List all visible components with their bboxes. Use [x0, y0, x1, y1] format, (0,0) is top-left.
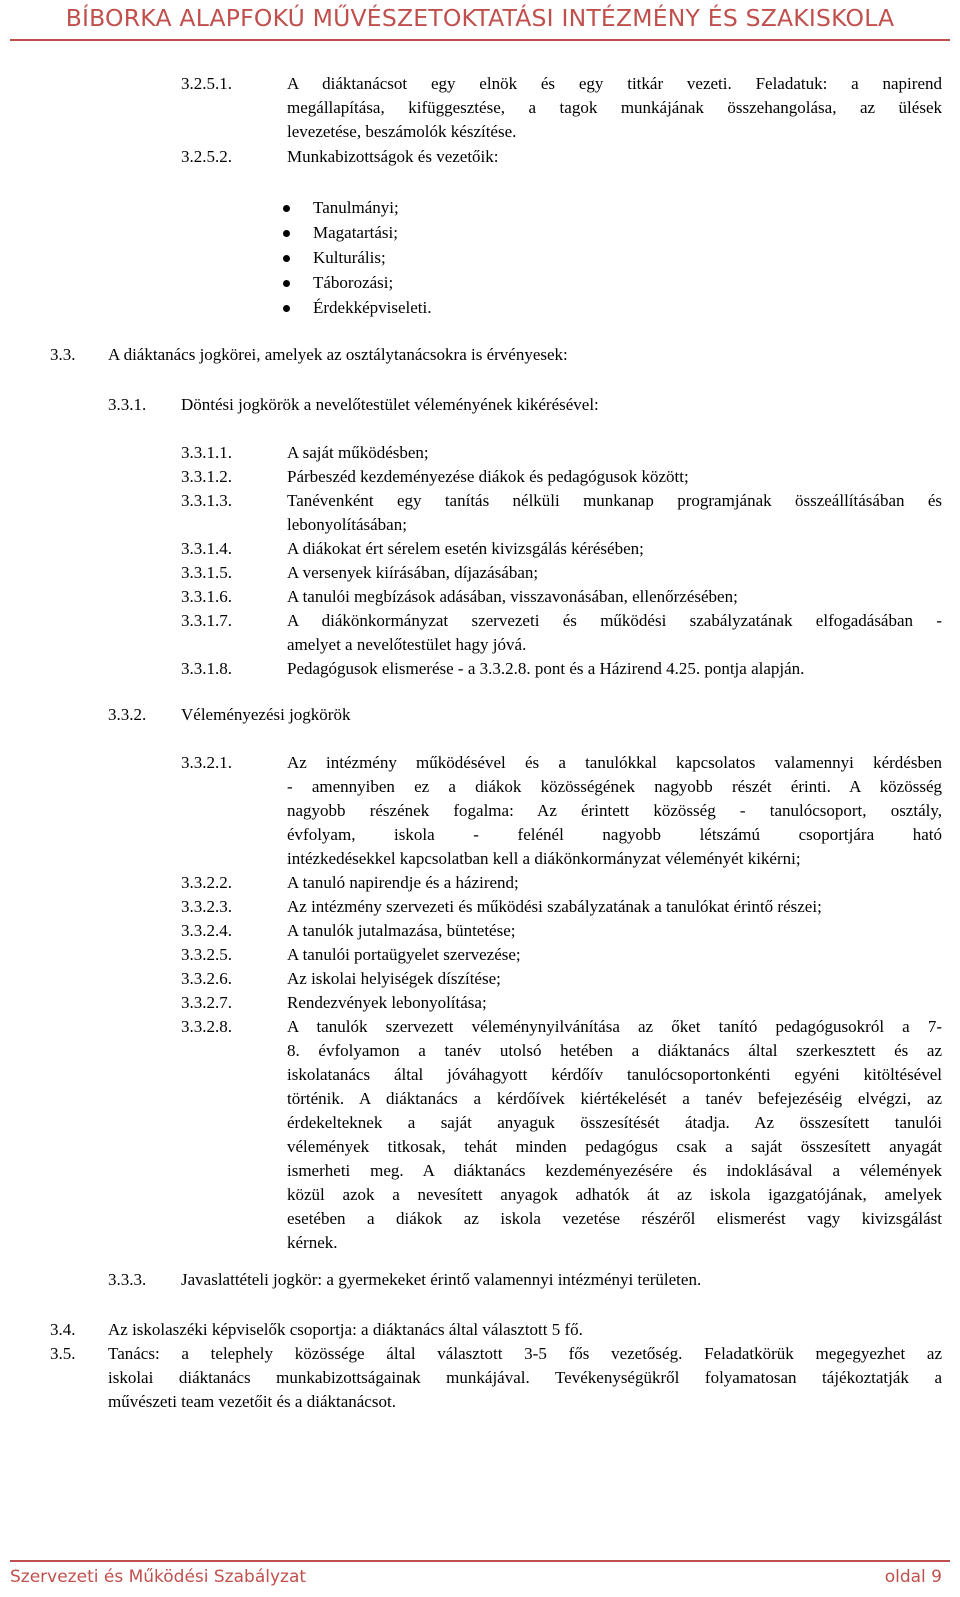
section-3-3-2-7-number: 3.3.2.7. — [181, 993, 232, 1012]
section-3-3-1-4-number: 3.3.1.4. — [181, 539, 232, 558]
committee-name: Érdekképviseleti. — [313, 298, 432, 317]
section-3-5-text-line: iskolai diáktanács munkabizottságainak munkájával. Tevékenységükről folyamatosan tájékoztatják a — [108, 1368, 942, 1387]
section-3-3-2-1-number: 3.3.2.1. — [181, 753, 232, 772]
section-3-3-1-5 — [181, 561, 942, 585]
section-3-3-1-3-text-line: Tanévenként egy tanítás nélküli munkanap programjának összeállításában és — [287, 491, 942, 510]
section-3-3-2-8-text-line: ismerheti meg. A diáktanács kezdeményezésére és indoklásával a vélemények — [287, 1161, 942, 1180]
section-3-3-2-4-number: 3.3.2.4. — [181, 921, 232, 940]
section-3-3-2-3-number: 3.3.2.3. — [181, 897, 232, 916]
page-footer — [0, 1560, 960, 1597]
section-3-3-1-7 — [181, 609, 942, 657]
section-3-2-5-1-text-line: A diáktanácsot egy elnök és egy titkár vezeti. Feladatuk: a napirend — [287, 74, 942, 93]
section-3-3-2-8-text-line: érdekelteknek a saját anyaguk összesítését átadja. Az összesített tanulói — [287, 1113, 942, 1132]
section-3-3-number: 3.3. — [50, 345, 76, 364]
section-3-3-2-8 — [181, 1015, 942, 1255]
section-3-3-2-number: 3.3.2. — [108, 705, 147, 724]
section-3-3-1-2-text-line: Párbeszéd kezdeményezése diákok és pedagógusok között; — [287, 467, 689, 486]
section-3-3-3 — [108, 1268, 941, 1292]
section-3-3-2-8-text-line: iskolatanács által jóváhagyott kérdőív tanulócsoportonkénti egyéni kitöltésével — [287, 1065, 942, 1084]
section-3-4 — [50, 1318, 942, 1342]
section-3-3-1-8-text-line: Pedagógusok elismerése - a 3.3.2.8. pont és a Házirend 4.25. pontja alapján. — [287, 659, 805, 678]
section-3-3-2-3-text-line: Az intézmény szervezeti és működési szabályzatának a tanulókat érintő részei; — [287, 897, 822, 916]
section-3-3 — [50, 343, 938, 367]
section-3-3-1-7-text-line: A diákönkormányzat szervezeti és működési szabályzatának elfogadásában - — [287, 611, 942, 630]
page-number: oldal 9 — [884, 1567, 942, 1587]
section-3-3-2-4-text-line: A tanulók jutalmazása, büntetése; — [287, 921, 516, 940]
section-3-5 — [50, 1342, 942, 1414]
section-3-3-2-2-number: 3.3.2.2. — [181, 873, 232, 892]
section-3-3-2-1-text-line: Az intézmény működésével és a tanulókkal kapcsolatos valamennyi kérdésben — [287, 753, 942, 772]
section-3-3-1-text-line: Döntési jogkörök a nevelőtestület véleményének kikérésével: — [181, 395, 599, 414]
section-3-3-2-1-text-line: nagyobb részének fogalma: Az érintett közösség - tanulócsoport, osztály, — [287, 801, 942, 820]
section-3-3-1 — [108, 393, 941, 417]
document-title-footer: Szervezeti és Működési Szabályzat — [10, 1567, 307, 1587]
section-3-3-3-number: 3.3.3. — [108, 1270, 147, 1289]
section-3-3-2-2-text-line: A tanuló napirendje és a házirend; — [287, 873, 519, 892]
bullet-icon — [283, 305, 290, 312]
section-3-3-1-6-number: 3.3.1.6. — [181, 587, 232, 606]
committee-name: Tanulmányi; — [313, 198, 399, 217]
section-3-3-2-8-text-line: történik. A diáktanács a kérdőívek kiértékelését a tanév befejezéséig elvégzi, az — [287, 1089, 942, 1108]
section-3-3-1-4-text-line: A diákokat ért sérelem esetén kivizsgálás kérésében; — [287, 539, 644, 558]
section-3-3-2-3 — [181, 895, 942, 919]
section-3-3-1-1 — [181, 441, 942, 465]
section-3-3-2-2 — [181, 871, 942, 895]
section-3-3-2-1-text-line: évfolyam, iskola - felénél nagyobb létszámú csoportjára ható — [287, 825, 942, 844]
section-3-3-1-8 — [181, 657, 942, 681]
section-3-2-5-1 — [181, 72, 942, 144]
section-3-3-1-3-text-line: lebonyolításában; — [287, 515, 407, 534]
bullet-icon — [283, 205, 290, 212]
section-3-3-1-2-number: 3.3.1.2. — [181, 467, 232, 486]
section-3-3-2-8-text-line: esetében a diákok az iskola vezetése részéről elismerést vagy kivizsgálást — [287, 1209, 942, 1228]
section-3-3-1-7-number: 3.3.1.7. — [181, 611, 232, 630]
section-3-3-2-5-text-line: A tanulói portaügyelet szervezése; — [287, 945, 521, 964]
section-3-3-2-6-number: 3.3.2.6. — [181, 969, 232, 988]
section-3-5-text-line: Tanács: a telephely közössége által választott 3-5 fős vezetőség. Feladatkörük megegyezhet az — [108, 1344, 942, 1363]
section-3-3-text-line: A diáktanács jogkörei, amelyek az osztálytanácsokra is érvényesek: — [108, 345, 568, 364]
section-3-3-2-8-number: 3.3.2.8. — [181, 1017, 232, 1036]
section-3-4-text-line: Az iskolaszéki képviselők csoportja: a diáktanács által választott 5 fő. — [108, 1320, 583, 1339]
section-3-3-1-3 — [181, 489, 942, 537]
section-3-5-text-line: művészeti team vezetőit és a diáktanácsot. — [108, 1392, 396, 1411]
section-3-3-2 — [108, 703, 941, 727]
section-3-2-5-2-text-line: Munkabizottságok és vezetőik: — [287, 147, 499, 166]
footer-divider — [10, 1560, 950, 1562]
committee-name: Kulturális; — [313, 248, 386, 267]
section-3-2-5-1-number: 3.2.5.1. — [181, 74, 232, 93]
section-3-3-1-6-text-line: A tanulói megbízások adásában, visszavonásában, ellenőrzésében; — [287, 587, 738, 606]
section-3-3-2-7 — [181, 991, 942, 1015]
section-3-3-1-5-number: 3.3.1.5. — [181, 563, 232, 582]
section-3-3-2-4 — [181, 919, 942, 943]
section-3-3-2-6 — [181, 967, 942, 991]
section-3-2-5-1-text-line: levezetése, beszámolók készítése. — [287, 122, 517, 141]
committee-name: Magatartási; — [313, 223, 398, 242]
section-3-3-2-1-text-line: intézkedésekkel kapcsolatban kell a diákönkormányzat véleményét kikérni; — [287, 849, 801, 868]
section-3-3-2-8-text-line: 8. évfolyamon a tanév utolsó hetében a diáktanács által szerkesztett és az — [287, 1041, 942, 1060]
section-3-3-2-8-text-line: kérnek. — [287, 1233, 338, 1252]
section-3-3-1-2 — [181, 465, 942, 489]
section-3-3-1-1-number: 3.3.1.1. — [181, 443, 232, 462]
section-3-3-2-5 — [181, 943, 942, 967]
section-3-3-1-7-text-line: amelyet a nevelőtestület hagy jóvá. — [287, 635, 527, 654]
section-3-3-2-8-text-line: A tanulók szervezett véleménynyilvánítása az őket tanító pedagógusokról a 7- — [287, 1017, 942, 1036]
section-3-3-2-1-text-line: - amennyiben ez a diákok közösségének nagyobb részét érinti. A közösség — [287, 777, 942, 796]
school-name-header: BÍBORKA ALAPFOKÚ MŰVÉSZETOKTATÁSI INTÉZMÉNY ÉS SZAKISKOLA — [65, 4, 895, 32]
section-3-3-2-7-text-line: Rendezvények lebonyolítása; — [287, 993, 487, 1012]
section-3-3-2-8-text-line: vélemények titkosak, tehát minden pedagógus csak a saját összesített anyagát — [287, 1137, 942, 1156]
section-3-3-1-8-number: 3.3.1.8. — [181, 659, 232, 678]
section-3-3-1-4 — [181, 537, 942, 561]
section-3-4-number: 3.4. — [50, 1320, 76, 1339]
bullet-icon — [283, 230, 290, 237]
section-3-3-2-6-text-line: Az iskolai helyiségek díszítése; — [287, 969, 501, 988]
section-3-3-1-5-text-line: A versenyek kiírásában, díjazásában; — [287, 563, 539, 582]
section-3-3-1-6 — [181, 585, 942, 609]
section-3-3-2-8-text-line: közül azok a nevesített anyagok adhatók át az iskola igazgatójának, amelyek — [287, 1185, 942, 1204]
section-3-3-2-text-line: Véleményezési jogkörök — [181, 705, 351, 724]
section-3-2-5-2-number: 3.2.5.2. — [181, 147, 232, 166]
section-3-2-5-1-text-line: megállapítása, kifüggesztése, a tagok munkájának összehangolása, az ülések — [287, 98, 942, 117]
section-3-2-5-2 — [181, 145, 942, 169]
section-3-3-1-3-number: 3.3.1.3. — [181, 491, 232, 510]
section-3-3-2-5-number: 3.3.2.5. — [181, 945, 232, 964]
section-3-3-1-number: 3.3.1. — [108, 395, 147, 414]
bullet-icon — [283, 255, 290, 262]
section-3-3-1-1-text-line: A saját működésben; — [287, 443, 429, 462]
section-3-3-3-text-line: Javaslattételi jogkör: a gyermekeket érintő valamennyi intézményi területen. — [181, 1270, 702, 1289]
section-3-3-2-1 — [181, 751, 942, 871]
committee-name: Táborozási; — [313, 273, 394, 292]
bullet-icon — [283, 280, 290, 287]
section-3-5-number: 3.5. — [50, 1344, 76, 1363]
